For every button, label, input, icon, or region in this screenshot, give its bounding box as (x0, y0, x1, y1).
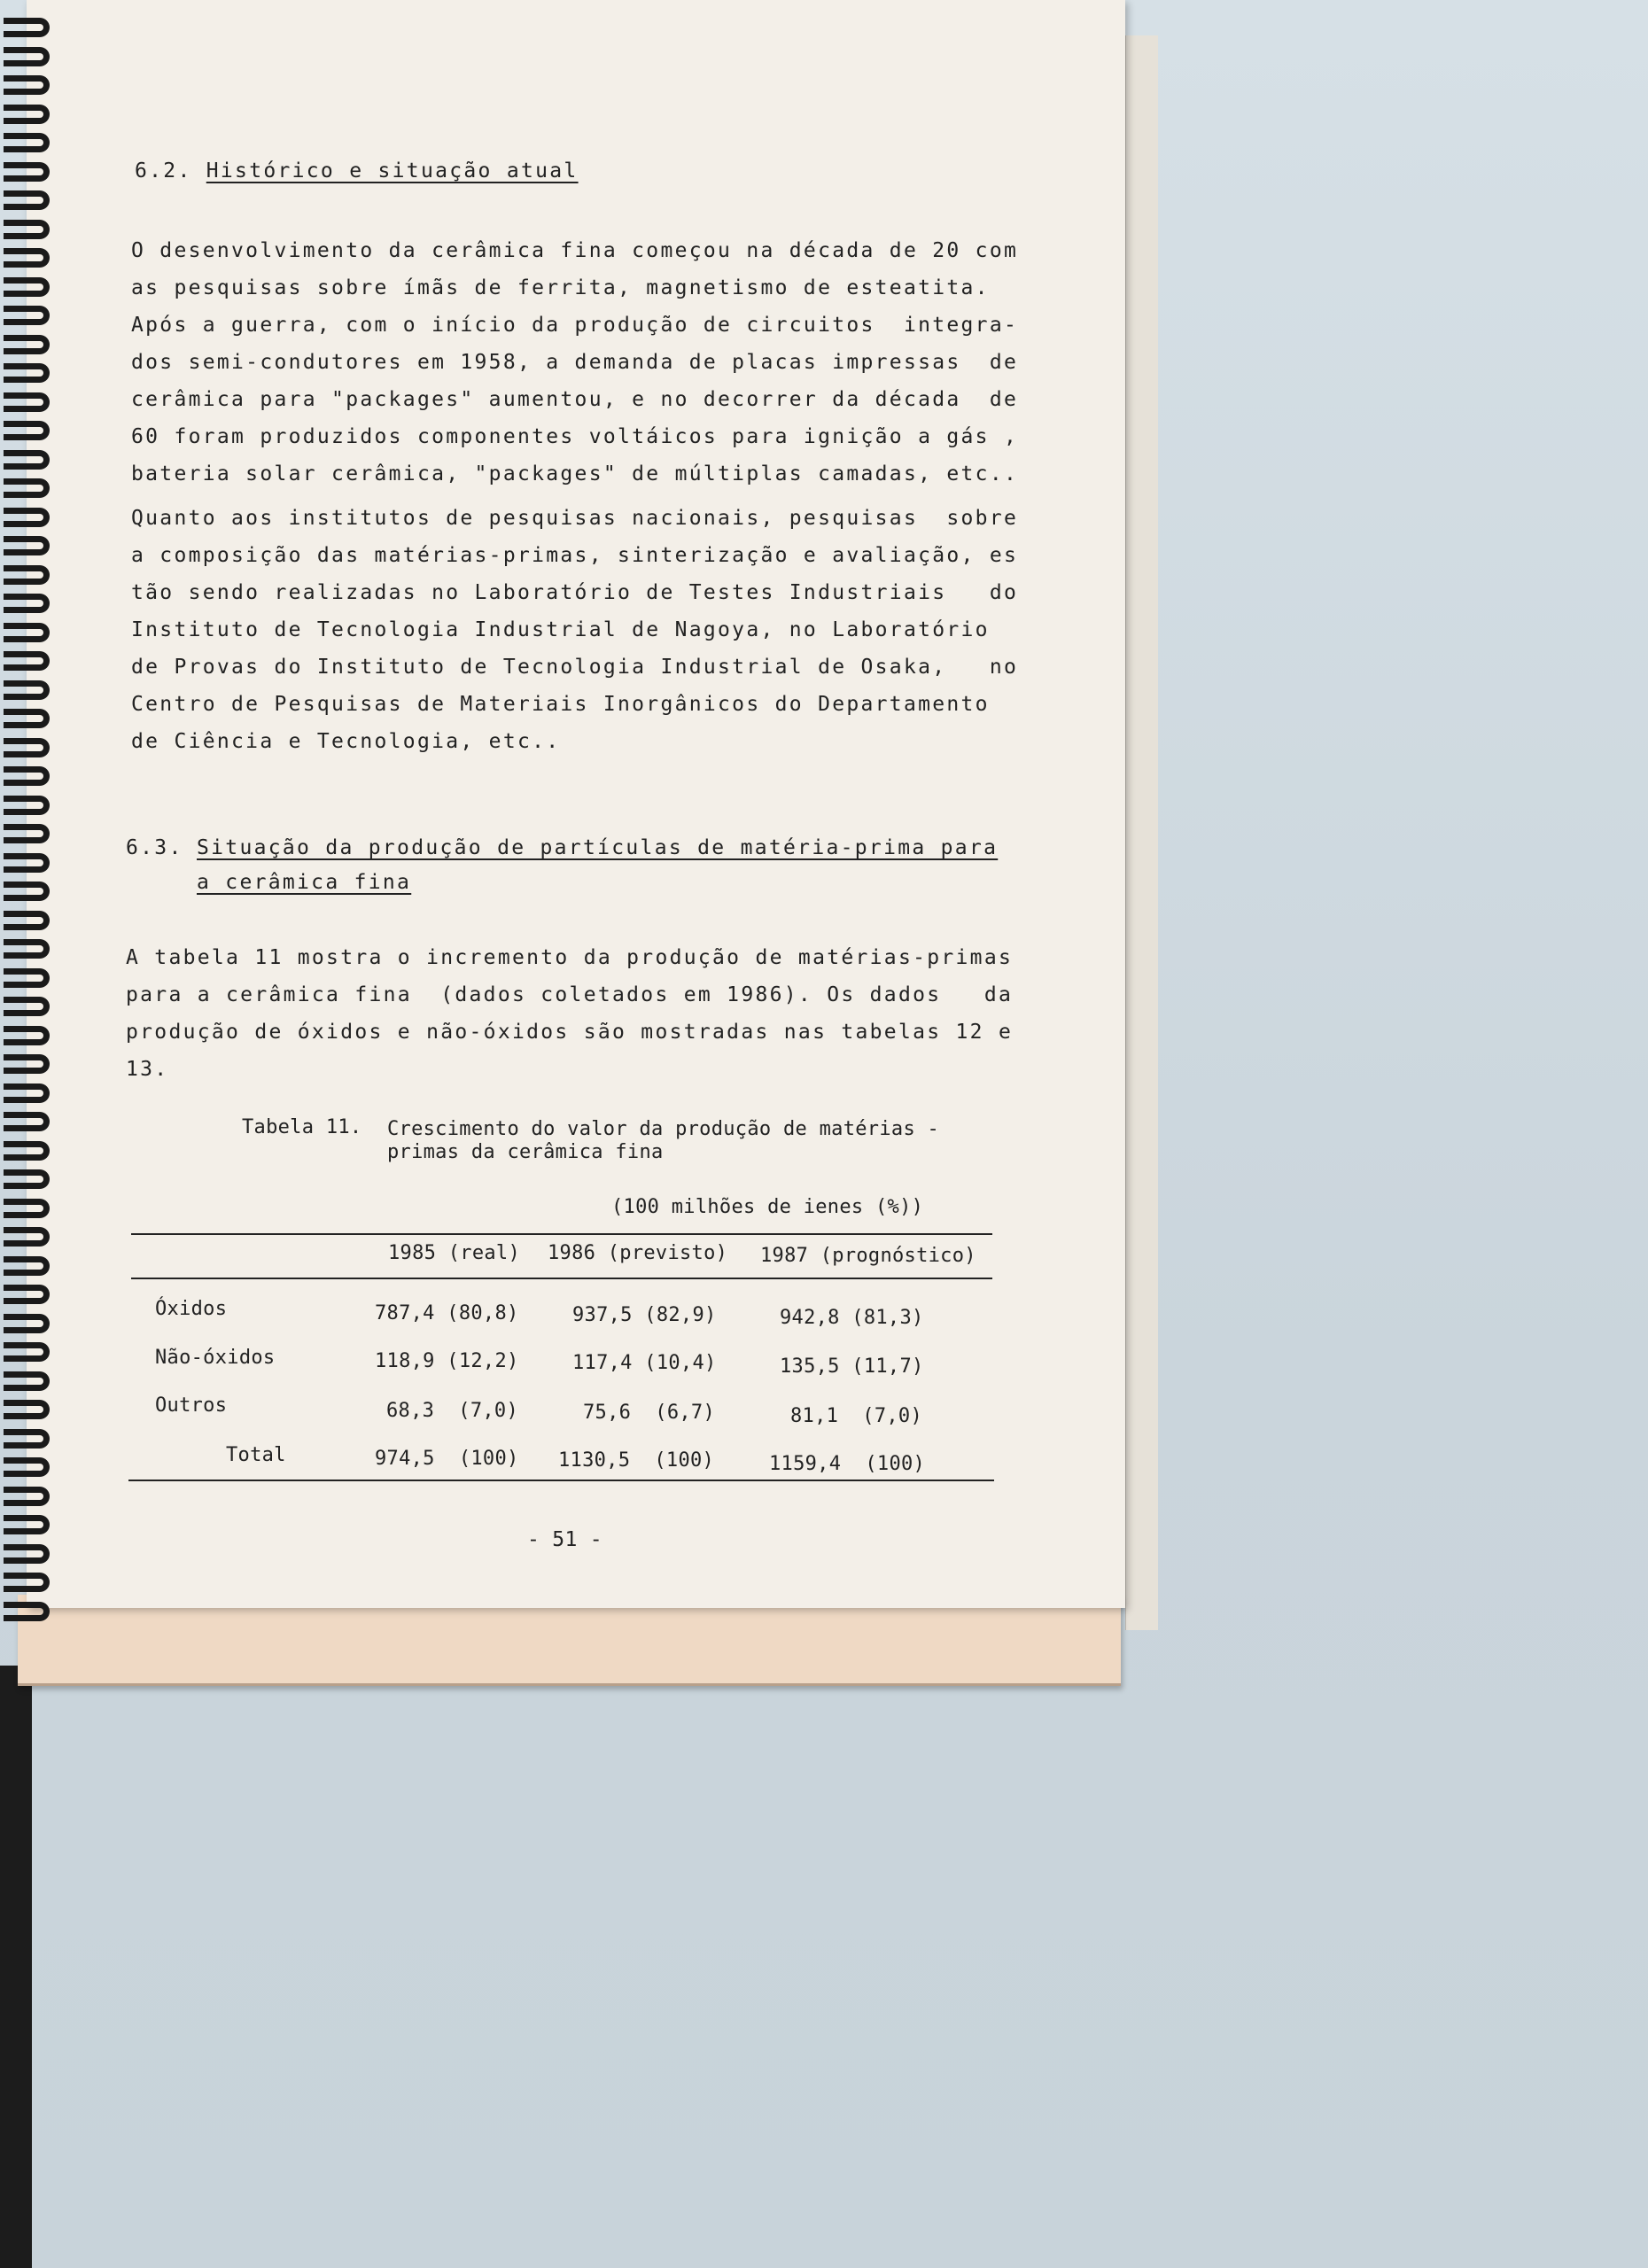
spiral-coil (4, 508, 50, 527)
section-6-2-heading: 6.2. Histórico e situação atual (135, 159, 579, 183)
table-cell: 117,4 (10,4) (572, 1352, 717, 1374)
column-header-1986: 1986 (previsto) (548, 1242, 728, 1264)
spiral-coil (4, 1141, 50, 1161)
spiral-coil (4, 853, 50, 873)
spiral-coil (4, 882, 50, 901)
spiral-coil (4, 766, 50, 786)
section-6-3-heading: Situação da produção de partículas de matéria-prima para (197, 836, 999, 859)
text-line: Centro de Pesquisas de Materiais Inorgânicos do Departamento (131, 693, 990, 716)
spiral-coil (4, 1573, 50, 1592)
spiral-coil (4, 18, 50, 37)
table-header-rule (131, 1278, 992, 1279)
row-label: Outros (155, 1394, 228, 1417)
text-line: cerâmica para "packages" aumentou, e no decorrer da década de (131, 388, 1019, 411)
document-page (27, 0, 1125, 1608)
spiral-coil (4, 1544, 50, 1564)
column-header-1987: 1987 (prognóstico) (760, 1245, 976, 1267)
row-label: Total (226, 1444, 286, 1466)
page-stack-bottom (18, 1595, 1121, 1686)
table-cell: 942,8 (81,3) (780, 1307, 924, 1329)
page-stack-edge (1125, 35, 1158, 1630)
text-line: para a cerâmica fina (dados coletados em 1986). Os dados da (126, 983, 1014, 1006)
spiral-coil (4, 47, 50, 66)
spiral-coil (4, 594, 50, 613)
table-cell: 1159,4 (100) (769, 1453, 926, 1475)
spiral-coil (4, 105, 50, 124)
spiral-coil (4, 1199, 50, 1218)
spiral-coil (4, 1515, 50, 1534)
spiral-coil (4, 363, 50, 383)
column-header-1985: 1985 (real) (388, 1242, 520, 1264)
table-caption-line-2: primas da cerâmica fina (387, 1141, 664, 1163)
spiral-coil (4, 680, 50, 700)
spiral-coil (4, 1602, 50, 1621)
spiral-binding (0, 0, 53, 1621)
text-line: Quanto aos institutos de pesquisas nacionais, pesquisas sobre (131, 507, 1019, 530)
spiral-coil (4, 162, 50, 182)
spiral-coil (4, 824, 50, 843)
spiral-coil (4, 1227, 50, 1247)
text-line: de Provas do Instituto de Tecnologia Industrial de Osaka, no (131, 656, 1019, 679)
spiral-coil (4, 277, 50, 297)
text-line: 13. (126, 1058, 169, 1081)
spiral-coil (4, 306, 50, 325)
table-cell: 118,9 (12,2) (375, 1350, 519, 1372)
spiral-coil (4, 220, 50, 239)
text-line: Após a guerra, com o início da produção de circuitos integra- (131, 314, 1019, 337)
spiral-coil (4, 939, 50, 959)
spiral-coil (4, 1054, 50, 1074)
spiral-coil (4, 1084, 50, 1103)
spiral-coil (4, 738, 50, 757)
text-line: as pesquisas sobre ímãs de ferrita, magnetismo de esteatita. (131, 276, 990, 299)
table-cell: 937,5 (82,9) (572, 1304, 717, 1326)
spiral-coil (4, 392, 50, 412)
spiral-coil (4, 1314, 50, 1333)
spiral-coil (4, 1256, 50, 1276)
table-cell: 75,6 (6,7) (583, 1402, 715, 1424)
table-cell: 787,4 (80,8) (375, 1302, 519, 1324)
table-caption: Crescimento do valor da produção de matérias - (387, 1118, 940, 1140)
text-line: Instituto de Tecnologia Industrial de Nagoya, no Laboratório (131, 618, 990, 641)
text-line: a composição das matérias-primas, sinterização e avaliação, es (131, 544, 1019, 567)
text-line: dos semi-condutores em 1958, a demanda de placas impressas de (131, 351, 1019, 374)
section-6-3-heading-line-2: a cerâmica fina (197, 871, 412, 894)
spiral-coil (4, 1112, 50, 1131)
spiral-coil (4, 709, 50, 728)
table-caption-label: Tabela 11. (242, 1116, 362, 1138)
row-label: Não-óxidos (155, 1347, 276, 1369)
page-number: - 51 - (527, 1528, 602, 1551)
text-line: de Ciência e Tecnologia, etc.. (131, 730, 561, 753)
spiral-coil (4, 1400, 50, 1419)
spiral-coil (4, 796, 50, 815)
table-top-rule (131, 1233, 992, 1235)
table-cell: 974,5 (100) (375, 1448, 519, 1470)
binder-spine (0, 1666, 32, 2268)
spiral-coil (4, 1285, 50, 1304)
spiral-coil (4, 1169, 50, 1189)
spiral-coil (4, 623, 50, 642)
table-cell: 1130,5 (100) (558, 1449, 715, 1472)
spiral-coil (4, 1026, 50, 1045)
text-line: produção de óxidos e não-óxidos são mostradas nas tabelas 12 e (126, 1021, 1014, 1044)
text-line: tão sendo realizadas no Laboratório de Testes Industriais do (131, 581, 1019, 604)
section-6-3-heading-number: 6.3. (126, 836, 183, 859)
spiral-coil (4, 335, 50, 354)
spiral-coil (4, 968, 50, 988)
row-label: Óxidos (155, 1298, 228, 1320)
spiral-coil (4, 1342, 50, 1362)
table-cell: 68,3 (7,0) (386, 1400, 518, 1422)
spiral-coil (4, 651, 50, 671)
text-line: A tabela 11 mostra o incremento da produção de matérias-primas (126, 946, 1014, 969)
spiral-coil (4, 1487, 50, 1506)
text-line: bateria solar cerâmica, "packages" de múltiplas camadas, etc.. (131, 462, 1019, 485)
spiral-coil (4, 997, 50, 1016)
spiral-coil (4, 421, 50, 440)
spiral-coil (4, 133, 50, 152)
spiral-coil (4, 536, 50, 555)
table-cell: 81,1 (7,0) (790, 1405, 922, 1427)
spiral-coil (4, 248, 50, 268)
table-bottom-rule (128, 1480, 994, 1481)
spiral-coil (4, 1371, 50, 1391)
spiral-coil (4, 1429, 50, 1449)
spiral-coil (4, 565, 50, 585)
spiral-coil (4, 75, 50, 95)
text-line: O desenvolvimento da cerâmica fina começou na década de 20 com (131, 239, 1019, 262)
spiral-coil (4, 478, 50, 498)
text-line: 60 foram produzidos componentes voltáicos para ignição a gás , (131, 425, 1019, 448)
spiral-coil (4, 911, 50, 930)
table-unit: (100 milhões de ienes (%)) (611, 1196, 924, 1218)
spiral-coil (4, 190, 50, 210)
spiral-coil (4, 1457, 50, 1477)
table-cell: 135,5 (11,7) (780, 1355, 924, 1378)
spiral-coil (4, 450, 50, 470)
